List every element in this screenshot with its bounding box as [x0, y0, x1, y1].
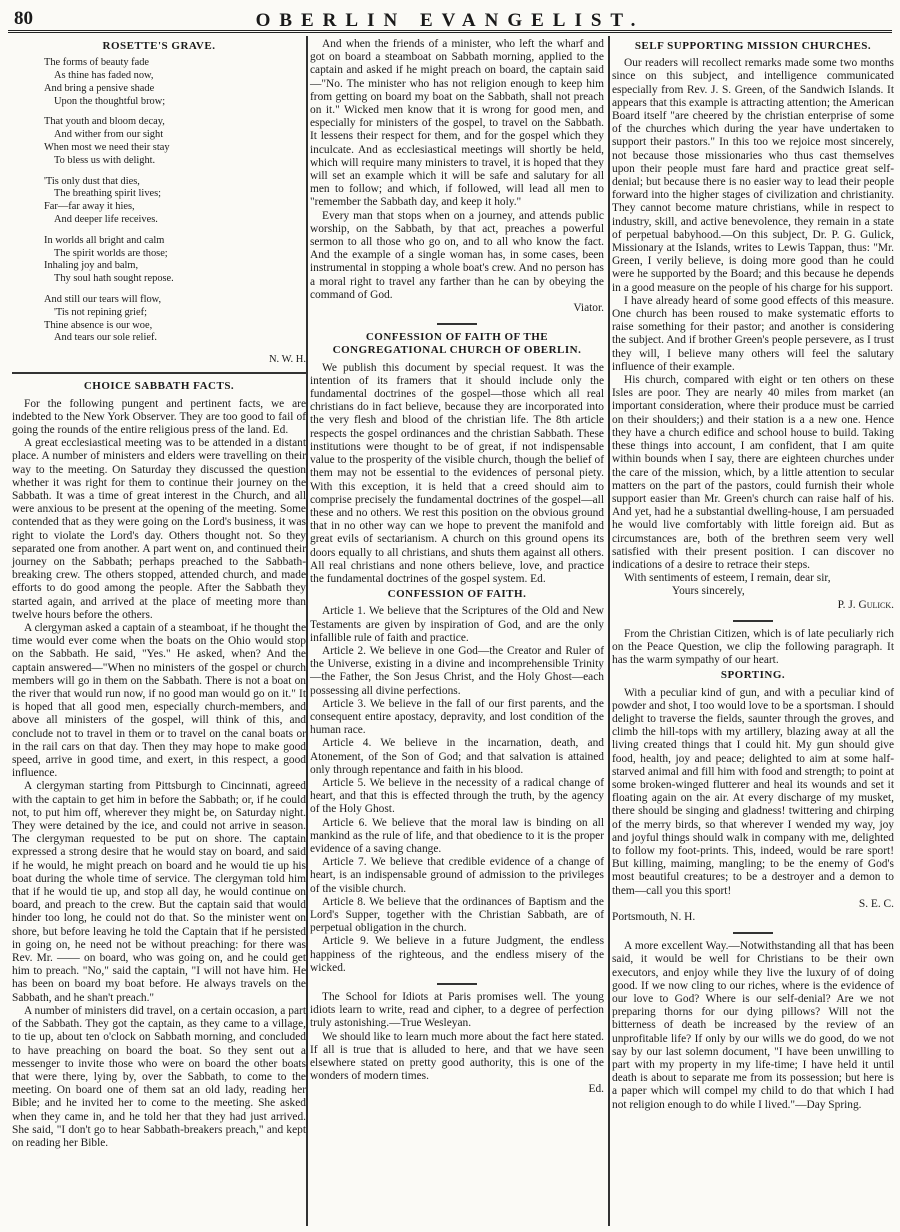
poem-line: Inhaling joy and balm, — [44, 260, 139, 272]
poem-line: As thine has faded now, — [54, 70, 154, 81]
idiots-signature: Ed. — [588, 1083, 604, 1096]
divider — [733, 932, 773, 934]
newspaper-title: OBERLIN EVANGELIST. — [255, 10, 645, 31]
poem-line: 'Tis only dust that dies, — [44, 175, 140, 187]
poem-stanza — [44, 116, 306, 167]
divider — [733, 620, 773, 622]
poem-line: And wither from our sight — [54, 129, 164, 141]
column-2 — [310, 38, 604, 1097]
poem-line: Far—far away it hies, — [44, 201, 135, 213]
idiots-article — [310, 991, 604, 1083]
mission-article — [612, 57, 894, 585]
sabbath-signature: Viator. — [573, 302, 604, 315]
poem-line: When most we need their stay — [44, 141, 170, 153]
articles-list — [310, 605, 604, 975]
poem-line: And deeper life receives. — [54, 213, 158, 225]
confession-article: Article 3. We believe in the fall of our first parents, and the consequent entire apostacy, depravity, and lost condition of the human race. — [310, 697, 604, 737]
confession-article: Article 6. We believe that the moral law is binding on all mankind as the rule of life, and that obedience to it is the proper evidence of a saving change. — [310, 816, 604, 855]
poem-line: And bring a pensive shade — [44, 82, 155, 94]
column-divider — [306, 36, 308, 1226]
poem-line: 'Tis not repining grief; — [54, 306, 147, 318]
poem — [44, 57, 306, 345]
poem-line: That youth and bloom decay, — [44, 116, 165, 128]
poem-stanza — [44, 235, 306, 286]
sabbath-paragraph: A great ecclesiastical meeting was to be attended in a distant place. A number of ministers and elders were travelling on their way to the meeting. On Saturday they discussed the question whether it was right for them to continue their journey on the Sabbath. It was a time of great interest in the Church, and all were anxious to be present at the opening of the meeting. Some contended that as they were going on the Lord's business, it was right to violate the Lord's day. Others thought not. So they separated one from another. A part went on, and continued their journey on the Sabbath; perhaps preached to the Sabbath-breaking crew. The others stopped, attended church, and made efforts to do good among the people. After the Sabbath they started again, and arrived at the place of meeting more than twelve hours before the others. — [12, 437, 306, 621]
column-divider — [608, 36, 610, 1226]
poem-line: The forms of beauty fade — [44, 57, 150, 69]
sporting-place: Portsmouth, N. H. — [612, 911, 696, 923]
sabbath-paragraph: For the following pungent and pertinent facts, we are indebted to the New York Observer. They are too good to fail of going the rounds of the entire religious press of the land. Ed. — [12, 397, 306, 436]
masthead — [6, 6, 894, 32]
excellent-paragraph: A more excellent Way.—Notwithstanding all that has been said, it would be well for Christians to be their own executors, and enjoy while they live the luxury of of doing good. If we now cling to our riches, where is the evidence of our love to God? Where is our self-denial? Are we not preparing thorns for our dying pillows? Will not the bitterness of death be increased by the review of an unprofitable life? If only by our wills we do good, do we not say by our last solemn document, "I have been unwilling to part with my property in my life-time; I have held it until death is about to separate me from its possession; but here is a paper which will compel my child to do that which I had not religion enough to do while I lived."—Day Spring. — [612, 940, 894, 1111]
poem-stanza — [44, 176, 306, 227]
poem-line: In worlds all bright and calm — [44, 234, 165, 246]
sporting-signature: S. E. C. — [858, 897, 894, 910]
poem-line: To bless us with delight. — [54, 154, 156, 166]
mission-paragraph: I have already heard of some good effects of this measure. One church has been roused to make systematic efforts to raise something for their pastor; and another is considering the subject. And if brother Green's people persevere, as I trust they will, I believe many others will feel the salutary influence of their example. — [612, 294, 894, 373]
divider — [437, 983, 477, 985]
divider — [12, 372, 306, 374]
poem-line: The spirit worlds are those; — [54, 247, 168, 259]
confession-title: CONFESSION OF FAITH OF THE CONGREGATIONAL CHURCH OF OBERLIN. — [332, 331, 582, 357]
confession-article: Article 8. We believe that the ordinances of Baptism and the Lord's Supper, together with the Christian Sabbath, are of perpetual obligation in the church. — [310, 895, 604, 935]
mission-title: SELF SUPPORTING MISSION CHURCHES. — [634, 40, 872, 52]
divider — [437, 323, 477, 325]
poem-line: And still our tears will flow, — [44, 293, 162, 305]
sabbath-article — [12, 398, 306, 1151]
sabbath-paragraph: A clergyman starting from Pittsburgh to Cincinnati, agreed with the captain to get him in before the Sabbath; or, if he could not, to put him off, wherever they might be, on Saturday night. They were detained by the ice, and could not arrive in season. The clergyman requested to be put on shore. The captain expressed a strong desire that he would stay on board, and said if he would, he might preach on board and he would tie up his boat during the whole time of service. The clergyman told him that if he would tie up, and stop all day, he would continue on board, and preach to the crew. But the captain said that would hinder too long, he could not do that. So the minister went on shore, but before leaving he told the Captain that if he persisted in going on, he need not be without preaching: for there was Rev. Mr. —— on board, who was going on, and he could get him to preach. "No," said the captain, "I will not have him. He has been on board my boat before. He always travels on the Sabbath, and he shan't preach." — [12, 780, 306, 1004]
idiots-paragraph: We should like to learn much more about the fact here stated. If all is true that is alluded to here, and that we have seen elsewhere stated on pretty good authority, this is one of the wonders of modern times. — [310, 1030, 604, 1083]
sabbath-title: CHOICE SABBATH FACTS. — [83, 380, 235, 393]
confession-intro: We publish this document by special request. It was the intention of its framers that it should include only the fundamental doctrines of the gospel—those which all real christians do in fact believe, because they are incorporated into the very flesh and blood of the christian life. The 8th article respects the gospel ordinances and the christian Sabbath. These institutions were thought to be of great, if not indispensable value to the prosperity of the visible church, though the belief of them may not be essential to the evidences of personal piety. With this exception, it is held that a creed should aim to comprise precisely the fundamental doctrines of the gospel—all these and no others. We rest this position on the obvious ground that in no other way can we hope to prevent the manifold and great evils of sectarianism. A church on this ground opens its doors equally to all christians, and shuts them against all others. All real christians and none others believe, love, and practice the fundamental doctrines of the gospel system. Ed. — [310, 361, 604, 585]
poem-line: Upon the thoughtful brow; — [54, 95, 166, 107]
sabbath-paragraph: Every man that stops when on a journey, and attends public worship, on the Sabbath, by that act, preaches a powerful sermon to all those who go on, and to all who know the fact. And the example of a single woman has, in some cases, been instrumental in stopping a whole boat's crew. And no person has a moral right to travel any farther than he can by obeying the command of God. — [310, 209, 604, 301]
sporting-title: SPORTING. — [720, 669, 786, 682]
header-rule — [8, 30, 892, 33]
confession-article: Article 9. We believe in a future Judgment, the endless happiness of the righteous, and the endless misery of the wicked. — [310, 935, 604, 974]
page-number: 80 — [14, 8, 33, 29]
mission-paragraph: With sentiments of esteem, I remain, dear sir, — [624, 572, 831, 585]
poem-stanza — [44, 57, 306, 108]
poem-stanza — [44, 294, 306, 345]
poem-line: Thine absence is our woe, — [44, 319, 153, 331]
idiots-paragraph: The School for Idiots at Paris promises well. The young idiots learn to write, read and cipher, to a degree of perfection truly astonishing.—True Wesleyan. — [310, 991, 604, 1030]
confession-article: Article 4. We believe in the incarnation, death, and Atonement, of the Son of God; and that salvation is attained only through repentance and faith in his blood. — [310, 737, 604, 776]
sporting-paragraph: With a peculiar kind of gun, and with a peculiar kind of powder and shot, I too would love to be a sportsman. I should delight to traverse the fields, saunter through the groves, and climb the hill-tops with my artillery, blazing away at all the living created things that I could hit. My gun should give food, health, joy and peace; delighted to aim at some half-starved animal and fill him with food and strength; to point at some broken-winged flutterer and heal its wounds and set it floating again on the air. At every discharge of my musket, there should be singing and gladness! twittering and chirping of the merry birds, so that wherever I wended my way, joy and joyful things should walk in company with me, delighted to follow my foot-prints. This, indeed, would be rare sport! But killing, maiming, mangling; to be the enemy of God's most beautiful creatures; to be a destroyer and a demon to them—call you this sport! — [612, 686, 894, 897]
mission-paragraph: Our readers will recollect remarks made some two months since on this subject, and intelligence communicated especially from Rev. J. S. Green, of the Sandwich Islands. It appears that this example is attracting attention; the American Board itself "are cheered by the christian enterprise of some of the churches which during the year have undertaken to support their pastors." In this too we rejoice most sincerely, not because those missionaries who thus cast themselves upon their people must fare hard and practice great self-denial; but because there is no easier way to lead their people forward into the higher stages of civilization and christianity. They cannot become mature christians, while in respect to industry, skill, and active benevolence, they remain in a state of perpetual babyhood.—On this subject, Dr. P. G. Gulick, Missionary at the Islands, writes to Lewis Tappan, thus: "Mr. Green, I verily believe, is doing more good than he could were he supported by the Board; and this because he depends in a good measure on the people of his charge for his support. — [612, 57, 894, 294]
confession-article: Article 1. We believe that the Scriptures of the Old and New Testaments are given by inspiration of God, and are the only infallible rule of faith and practice. — [310, 605, 604, 644]
sabbath-paragraph: A clergyman asked a captain of a steamboat, if he thought the time would ever come when the boats on the Ohio would stop on the Sabbath. He said, "Yes." He asked, when? And the captain answered—"When no ministers of the gospel or church members will go in them on the Sabbath. There is not a boat on the river that would run now, if no good man would go on it." It is hoped that all good men, especially church-members, and above all ministers of the gospel, will think of this, and conclude not to travel in them or to travel on the canal boats or in the rail cars on that day. Then they may hope to make good speed, arrive in good time, and exert, in this respect, a good influence. — [12, 622, 306, 780]
poem-line: And tears our sole relief. — [54, 332, 158, 344]
poem-title: ROSETTE'S GRAVE. — [102, 40, 216, 52]
mission-signature: P. J. Gulick. — [837, 598, 894, 611]
sabbath-paragraph: And when the friends of a minister, who left the wharf and got on board a steamboat on Sabbath morning, applied to the captain and asked if he might preach on board, the captain said—"No. The minister who has not religion enough to keep him from getting on board my boat on the Sabbath, shall not preach on it." Wicked men know that it is wrong for good men, and especially for ministers of the gospel, to travel on the Sabbath. It lessens their respect for them, and for the gospel which they inculcate. And as ecclesiastical meetings will shortly be held, which will require many ministers to travel, it is hoped that they will set an example which it will be safe and salutary for all men to follow; and which, if followed, will lead all men to "remember the Sabbath day, and keep it holy." — [310, 38, 604, 209]
sporting-intro: From the Christian Citizen, which is of late peculiarly rich on the Peace Question, we clip the following paragraph. It has the warm sympathy of our heart. — [612, 627, 894, 667]
sabbath-article-continued — [310, 38, 604, 302]
confession-article: Article 7. We believe that credible evidence of a change of heart, is an indispensable ground of admission to the privileges of the visible church. — [310, 856, 604, 895]
sabbath-paragraph: A number of ministers did travel, on a certain occasion, a part of the Sabbath. They got the captain, as they came to a village, to tie up, about ten o'clock on Sabbath morning, and concluded to have preaching on board the boat. So they sent out a messenger to invite those who were on board the other boats that were there, lying by, over the Sabbath, to come to the meeting. On board one of them sat an old lady, reading her Bible; and he invited her to come to the meeting. She asked when they came in, and he told her that they had just arrived. She said, "I don't go to hear Sabbath-breakers preach," and kept on reading her Bible. — [12, 1004, 306, 1149]
confession-subtitle: CONFESSION OF FAITH. — [387, 588, 527, 601]
confession-article: Article 2. We believe in one God—the Creator and Ruler of the Universe, existing in a divine and incomprehensible Trinity—the Father, the Son Jesus Christ, and the Holy Ghost—each possessing all divine perfections. — [310, 644, 604, 697]
column-1 — [12, 38, 306, 1150]
mission-closing: Yours sincerely, — [672, 585, 745, 598]
poem-signature: N. W. H. — [268, 354, 306, 366]
mission-paragraph: His church, compared with eight or ten others on these Isles are poor. They are nearly 40 miles from market (an important consideration, where their produce must be carried on their shoulders;) and their station is a a new one. Hence they have a church edifice and school house to build. Taking these things into account, I am confident, that I am quite within bounds when I say, there are eighteen churches under the care of the mission, which, by a little attention to secular matters on the part of the pastors, could furnish their whole support easier than Mr. Green's church can raise half of his. And yet, had he a substantial dwelling-house, I am persuaded he would live comfortably with little foreign aid. But as circumstances are, both of the brethren seem very well satisfied with their present position. I can discover no indications of a desire to retrace their steps. — [612, 374, 894, 571]
column-3 — [612, 38, 894, 1112]
poem-line: Thy soul hath sought repose. — [54, 273, 174, 285]
confession-article: Article 5. We believe in the necessity of a radical change of heart, and that this is effected through the truth, by the agency of the Holy Ghost. — [310, 776, 604, 816]
poem-line: The breathing spirit lives; — [54, 188, 162, 200]
